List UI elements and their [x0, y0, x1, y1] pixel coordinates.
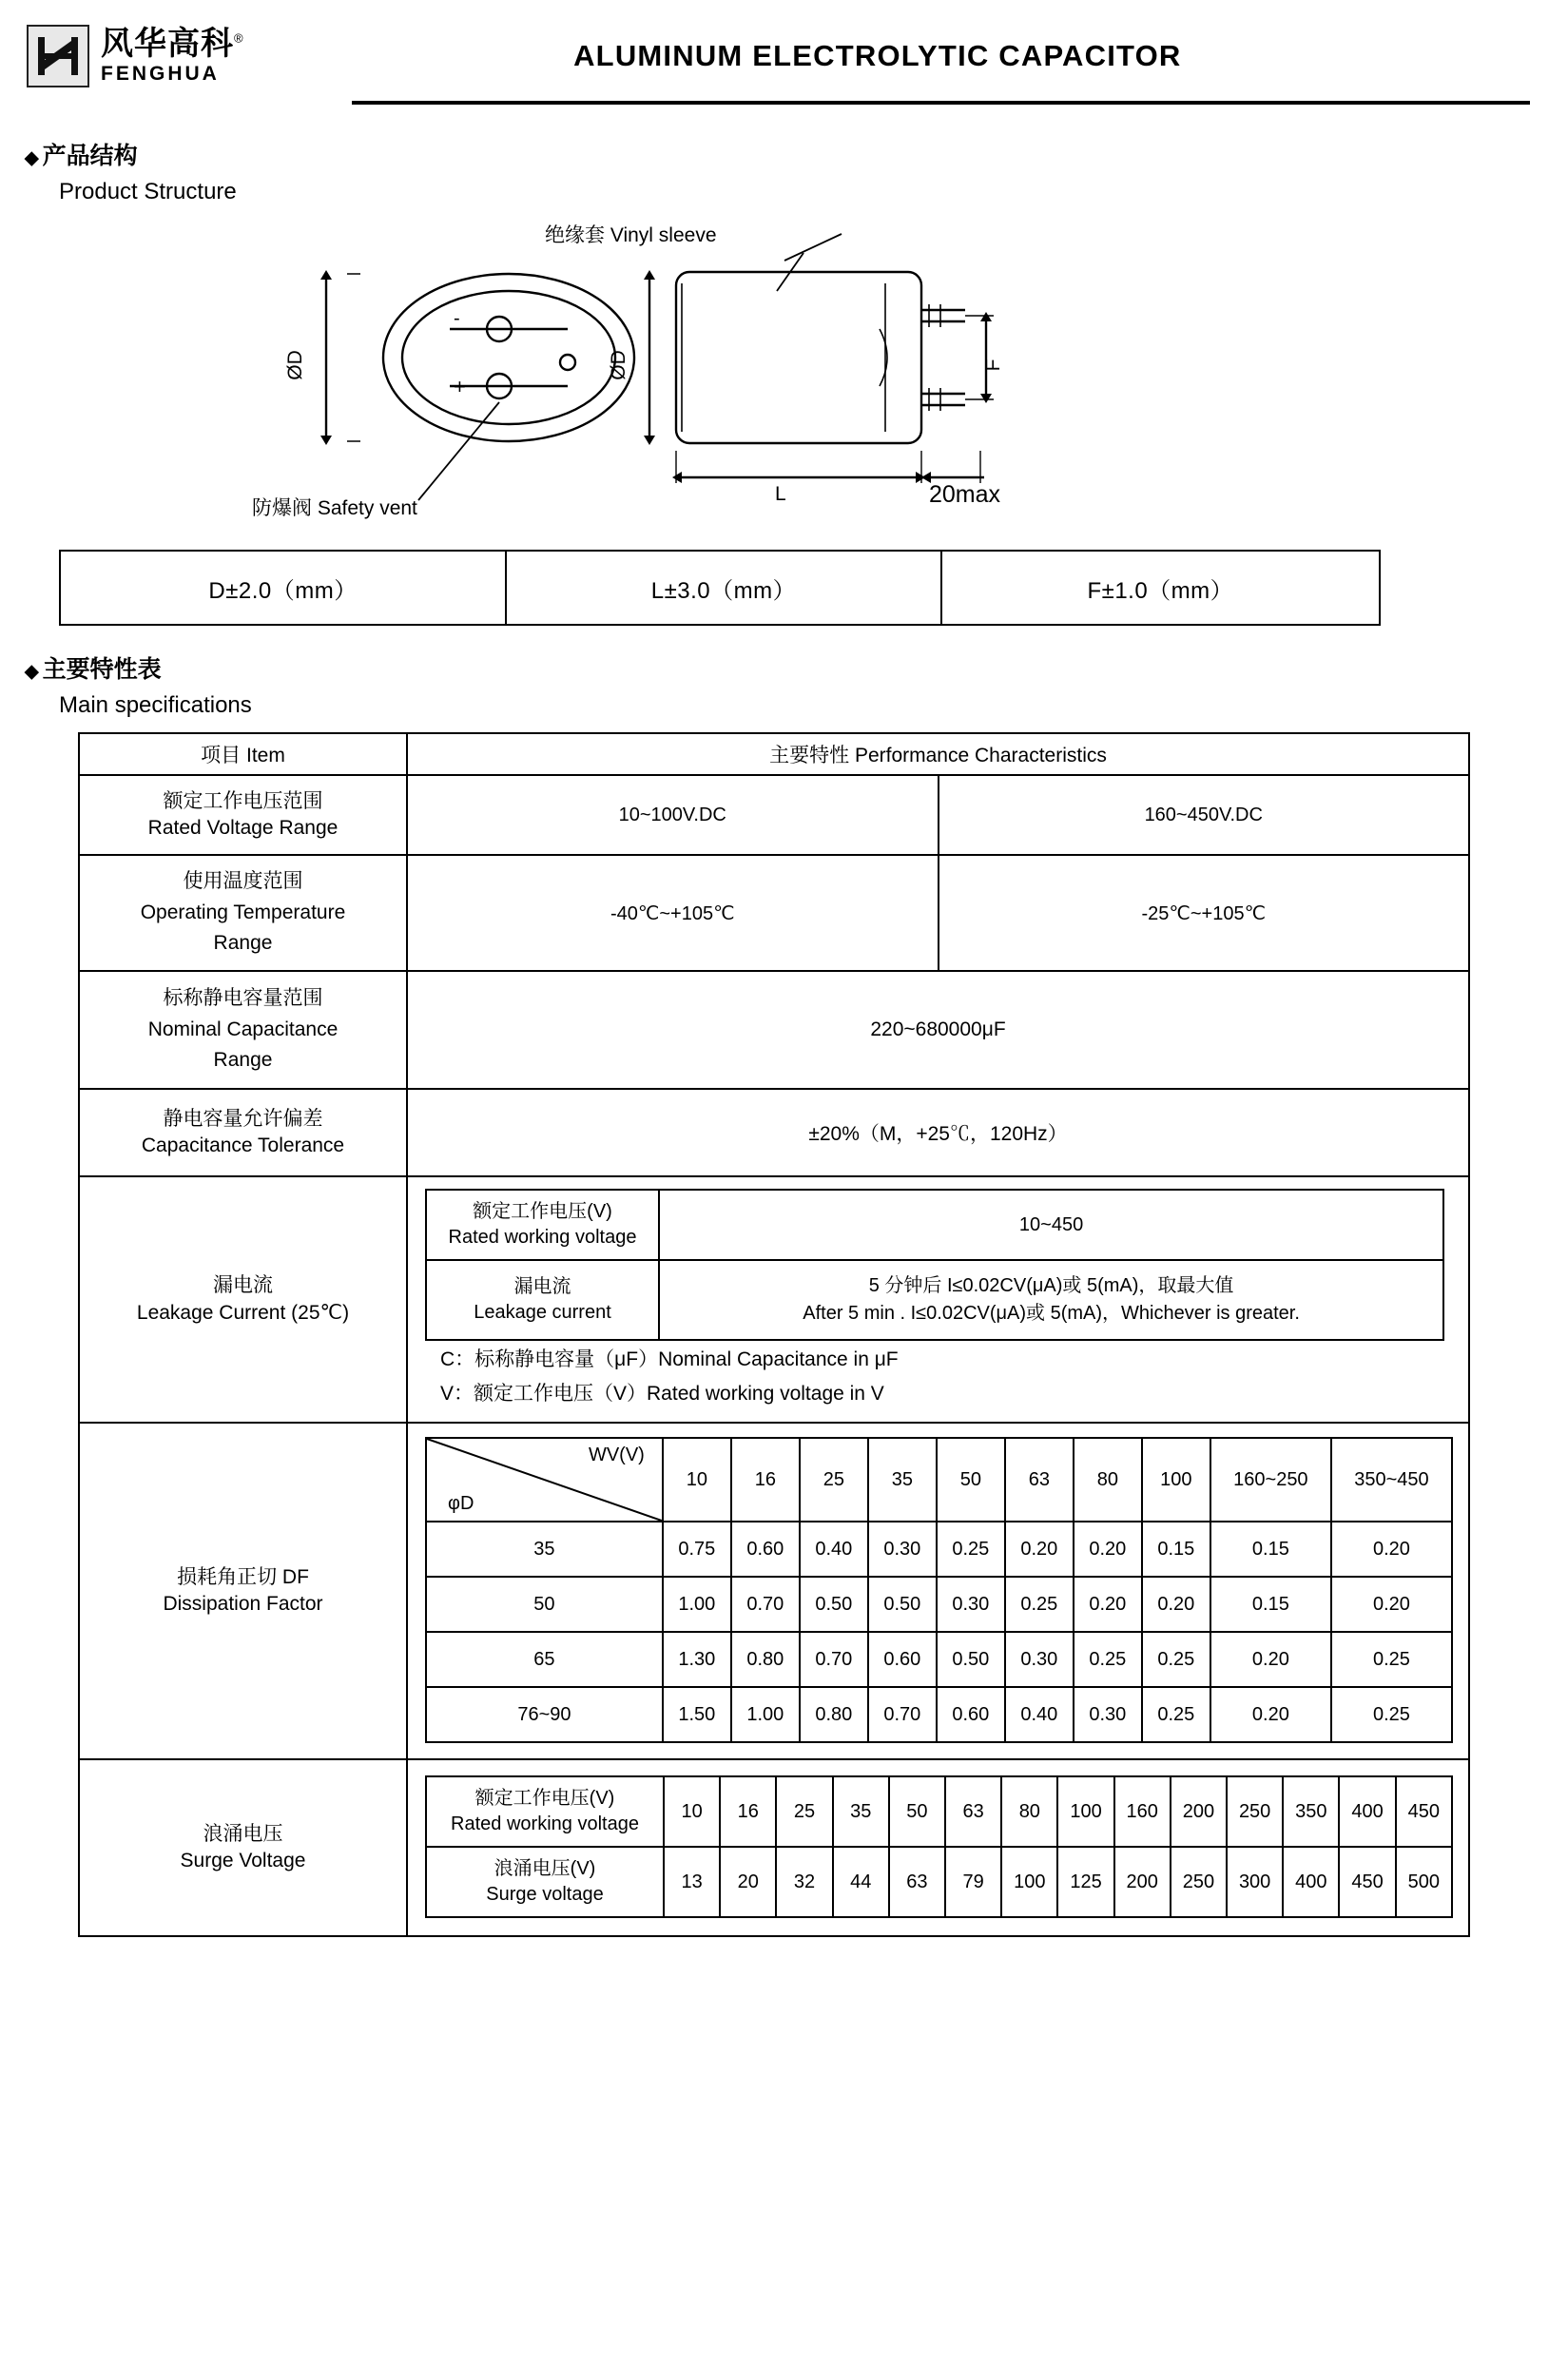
main-specs-heading-cn: 主要特性表: [42, 656, 162, 683]
label-en-1: Operating Temperature: [140, 901, 346, 923]
df-column-header: 50: [937, 1438, 1005, 1522]
df-cell: 0.20: [1074, 1577, 1142, 1632]
label-en: Rated working voltage: [451, 1813, 639, 1834]
tolerance-l: L±3.0（mm）: [506, 551, 941, 625]
company-logo: [27, 25, 244, 87]
surge-rated-voltage-cell: 400: [1339, 1776, 1395, 1847]
label-cn: 漏电流: [513, 1276, 571, 1297]
bullet-diamond-icon: ◆: [25, 662, 39, 682]
leakage-formula-cn: 5 分钟后 I≤0.02CV(μA)或 5(mA)，取最大值: [868, 1275, 1234, 1296]
label-cn: 额定工作电压(V): [474, 1788, 615, 1809]
row-label-leakage-current: [79, 1176, 407, 1423]
table-row: [408, 776, 1468, 854]
row-label-operating-temperature: [79, 855, 407, 971]
surge-rated-voltage-cell: 100: [1057, 1776, 1113, 1847]
row-label-capacitance-tolerance: [79, 1089, 407, 1176]
surge-voltage-cell: 100: [1001, 1847, 1057, 1917]
label-cn: 额定工作电压范围: [163, 789, 323, 812]
main-specs-heading: [25, 650, 1568, 685]
df-cell: 0.20: [1142, 1577, 1210, 1632]
surge-voltage-cell: 32: [776, 1847, 832, 1917]
row-value-operating-temperature: [407, 855, 1469, 971]
df-cell: 1.50: [663, 1687, 731, 1742]
diameter-label-side: ØD: [607, 350, 629, 380]
label-en-2: Range: [213, 932, 273, 955]
plus-terminal-label: +: [453, 375, 466, 398]
df-row-diameter: 50: [426, 1577, 663, 1632]
logo-text: [101, 28, 244, 85]
main-specs-section: [25, 650, 1568, 719]
table-row-nominal-capacitance: [79, 971, 1469, 1089]
df-cell: 0.60: [937, 1687, 1005, 1742]
df-corner-wv: WV(V): [588, 1445, 645, 1465]
safety-vent-label: 防爆阀 Safety vent: [251, 497, 417, 519]
label-en: Capacitance Tolerance: [141, 1135, 345, 1156]
label-en: Leakage current: [474, 1302, 611, 1323]
table-row: [426, 1577, 1452, 1632]
surge-rated-voltage-cell: 160: [1114, 1776, 1171, 1847]
leakage-rated-voltage-label: [426, 1190, 659, 1260]
table-header-row: [79, 733, 1469, 775]
df-cell: 0.30: [1074, 1687, 1142, 1742]
label-en: Surge voltage: [486, 1884, 604, 1905]
df-cell: 0.25: [1142, 1632, 1210, 1687]
surge-rated-voltage-cell: 35: [833, 1776, 889, 1847]
label-cn: 静电容量允许偏差: [163, 1107, 323, 1130]
row-value-capacitance-tolerance: ±20%（M，+25℃，120Hz）: [407, 1089, 1469, 1176]
surge-voltage-cell: 63: [889, 1847, 945, 1917]
df-cell: 0.80: [731, 1632, 800, 1687]
surge-voltage-cell: 44: [833, 1847, 889, 1917]
surge-rated-voltage-cell: 10: [664, 1776, 720, 1847]
df-cell: 0.15: [1210, 1577, 1331, 1632]
leakage-rated-voltage-value: 10~450: [659, 1190, 1443, 1260]
temperature-high-range: -25℃~+105℃: [939, 856, 1469, 970]
df-row-diameter: 65: [426, 1632, 663, 1687]
df-cell: 0.25: [1331, 1632, 1452, 1687]
surge-voltage-cell: 300: [1227, 1847, 1283, 1917]
product-structure-heading-cn: 产品结构: [42, 143, 138, 169]
surge-voltage-row: [426, 1847, 1452, 1917]
df-column-header: 350~450: [1331, 1438, 1452, 1522]
df-column-header: 16: [731, 1438, 800, 1522]
label-cn: 使用温度范围: [183, 870, 303, 893]
product-structure-heading: [25, 137, 1568, 171]
surge-rated-voltage-cell: 16: [720, 1776, 776, 1847]
rated-voltage-values: [408, 776, 1468, 854]
label-en: Rated working voltage: [448, 1227, 637, 1248]
column-header-performance: 主要特性 Performance Characteristics: [407, 733, 1469, 775]
df-column-header: 160~250: [1210, 1438, 1331, 1522]
row-value-dissipation-factor: [407, 1423, 1469, 1759]
table-row: [426, 1632, 1452, 1687]
df-cell: 0.60: [868, 1632, 937, 1687]
rated-voltage-low: 10~100V.DC: [408, 776, 939, 854]
leakage-current-label: [426, 1260, 659, 1340]
surge-voltage-cell: 500: [1396, 1847, 1452, 1917]
logo-chinese-name: 风华高科®: [101, 26, 244, 63]
tolerance-d: D±2.0（mm）: [60, 551, 506, 625]
operating-temperature-values: [408, 856, 1468, 970]
table-row: [426, 1260, 1443, 1340]
surge-voltage-cell: 250: [1171, 1847, 1227, 1917]
df-cell: 0.30: [937, 1577, 1005, 1632]
df-cell: 1.30: [663, 1632, 731, 1687]
table-row: [426, 1190, 1443, 1260]
header-divider: [352, 101, 1530, 105]
surge-voltage-cell: 200: [1114, 1847, 1171, 1917]
df-cell: 0.50: [868, 1577, 937, 1632]
surge-rated-voltage-cell: 25: [776, 1776, 832, 1847]
table-header-row: [426, 1438, 1452, 1522]
surge-rated-voltage-cell: 350: [1283, 1776, 1339, 1847]
product-structure-heading-en: Product Structure: [59, 179, 237, 204]
df-cell: 0.25: [1005, 1577, 1074, 1632]
df-cell: 0.15: [1142, 1522, 1210, 1577]
surge-rated-voltage-cell: 200: [1171, 1776, 1227, 1847]
df-cell: 0.20: [1074, 1522, 1142, 1577]
df-column-header: 25: [800, 1438, 868, 1522]
leakage-formula-en: After 5 min . I≤0.02CV(μA)或 5(mA)，Whichever is greater.: [803, 1303, 1300, 1324]
df-column-header: 63: [1005, 1438, 1074, 1522]
df-column-header: 80: [1074, 1438, 1142, 1522]
df-column-header: 10: [663, 1438, 731, 1522]
label-cn: 漏电流: [213, 1274, 273, 1297]
df-cell: 0.30: [868, 1522, 937, 1577]
df-cell: 0.50: [937, 1632, 1005, 1687]
label-en-1: Nominal Capacitance: [147, 1018, 339, 1040]
df-cell: 0.40: [800, 1522, 868, 1577]
table-row: [426, 1687, 1452, 1742]
capacitor-diagram-svg: [214, 215, 1355, 529]
surge-voltage-cell: 20: [720, 1847, 776, 1917]
df-cell: 0.20: [1331, 1577, 1452, 1632]
df-row-diameter: 35: [426, 1522, 663, 1577]
table-row: [426, 1522, 1452, 1577]
pitch-label: F: [981, 359, 1004, 372]
vinyl-sleeve-label: 绝缘套 Vinyl sleeve: [544, 224, 717, 246]
df-cell: 1.00: [663, 1577, 731, 1632]
leakage-current-value: [659, 1260, 1443, 1340]
df-cell: 0.70: [868, 1687, 937, 1742]
surge-rated-voltage-cell: 50: [889, 1776, 945, 1847]
df-cell: 0.80: [800, 1687, 868, 1742]
leakage-current-subtable: [425, 1189, 1444, 1341]
row-value-rated-voltage: [407, 775, 1469, 855]
registered-mark: ®: [234, 30, 244, 46]
diameter-label-top: ØD: [283, 350, 306, 380]
tolerance-table: [59, 550, 1381, 626]
surge-rated-voltage-row-label: [426, 1776, 664, 1847]
df-column-header: 100: [1142, 1438, 1210, 1522]
page-title: ALUMINUM ELECTROLYTIC CAPACITOR: [573, 39, 1182, 72]
row-label-rated-voltage: [79, 775, 407, 855]
table-row: [408, 856, 1468, 970]
row-label-dissipation-factor: [79, 1423, 407, 1759]
minus-terminal-label: -: [453, 308, 460, 329]
df-column-header: 35: [868, 1438, 937, 1522]
product-structure-section: [25, 137, 1568, 205]
main-specifications-table: [78, 732, 1470, 1937]
label-en: Surge Voltage: [180, 1850, 306, 1871]
surge-voltage-cell: 79: [945, 1847, 1001, 1917]
surge-voltage-table: [425, 1775, 1453, 1918]
df-cell: 0.30: [1005, 1632, 1074, 1687]
df-cell: 0.70: [800, 1632, 868, 1687]
surge-voltage-cell: 125: [1057, 1847, 1113, 1917]
surge-rated-voltage-cell: 450: [1396, 1776, 1452, 1847]
label-cn: 标称静电容量范围: [163, 987, 323, 1010]
df-corner-phid: φD: [448, 1493, 474, 1514]
surge-rated-voltage-row: [426, 1776, 1452, 1847]
label-cn: 浪涌电压(V): [494, 1858, 596, 1879]
label-en: Leakage Current (25℃): [136, 1301, 350, 1324]
row-value-nominal-capacitance: 220~680000μF: [407, 971, 1469, 1089]
df-corner-cell: [426, 1438, 663, 1522]
bullet-diamond-icon: ◆: [25, 148, 39, 168]
df-cell: 0.25: [937, 1522, 1005, 1577]
label-cn: 损耗角正切 DF: [177, 1565, 309, 1588]
df-cell: 0.15: [1210, 1522, 1331, 1577]
temperature-low-range: -40℃~+105℃: [408, 856, 939, 970]
page-header: [0, 0, 1568, 95]
row-value-surge-voltage: [407, 1759, 1469, 1936]
table-row-capacitance-tolerance: [79, 1089, 1469, 1176]
rated-voltage-high: 160~450V.DC: [939, 776, 1469, 854]
df-cell: 0.20: [1210, 1632, 1331, 1687]
length-label: L: [774, 483, 786, 505]
lead-length-label: 20max: [928, 481, 1000, 508]
surge-rated-voltage-cell: 80: [1001, 1776, 1057, 1847]
table-row-dissipation-factor: [79, 1423, 1469, 1759]
df-cell: 1.00: [731, 1687, 800, 1742]
row-label-surge-voltage: [79, 1759, 407, 1936]
df-cell: 0.60: [731, 1522, 800, 1577]
label-cn: 额定工作电压(V): [473, 1201, 612, 1222]
column-header-item: 项目 Item: [79, 733, 407, 775]
df-cell: 0.50: [800, 1577, 868, 1632]
surge-voltage-cell: 400: [1283, 1847, 1339, 1917]
df-cell: 0.70: [731, 1577, 800, 1632]
leakage-note-v: V：额定工作电压（V）Rated working voltage in V: [440, 1382, 884, 1405]
main-specs-heading-en: Main specifications: [59, 692, 252, 718]
label-cn: 浪涌电压: [203, 1822, 283, 1845]
table-row: [60, 551, 1380, 625]
df-cell: 0.20: [1331, 1522, 1452, 1577]
df-cell: 0.20: [1210, 1687, 1331, 1742]
label-en: Dissipation Factor: [163, 1593, 323, 1615]
capacitor-drawing: [0, 215, 1568, 529]
surge-voltage-cell: 450: [1339, 1847, 1395, 1917]
df-cell: 0.40: [1005, 1687, 1074, 1742]
df-cell: 0.75: [663, 1522, 731, 1577]
surge-rated-voltage-cell: 63: [945, 1776, 1001, 1847]
table-row-operating-temperature: [79, 855, 1469, 971]
surge-voltage-row-label: [426, 1847, 664, 1917]
table-row-leakage-current: [79, 1176, 1469, 1423]
label-en: Rated Voltage Range: [147, 817, 339, 839]
table-row-surge-voltage: [79, 1759, 1469, 1936]
leakage-note-c: C：标称静电容量（μF）Nominal Capacitance in μF: [440, 1348, 899, 1370]
surge-voltage-cell: 13: [664, 1847, 720, 1917]
logo-english-name: FENGHUA: [101, 62, 220, 85]
df-cell: 0.25: [1074, 1632, 1142, 1687]
df-row-diameter: 76~90: [426, 1687, 663, 1742]
row-value-leakage-current: [407, 1176, 1469, 1423]
df-cell: 0.20: [1005, 1522, 1074, 1577]
df-cell: 0.25: [1142, 1687, 1210, 1742]
surge-rated-voltage-cell: 250: [1227, 1776, 1283, 1847]
fenghua-logo-icon: [27, 25, 89, 87]
tolerance-f: F±1.0（mm）: [941, 551, 1380, 625]
table-row-rated-voltage: [79, 775, 1469, 855]
row-label-nominal-capacitance: [79, 971, 407, 1089]
df-cell: 0.25: [1331, 1687, 1452, 1742]
dissipation-factor-table: [425, 1437, 1453, 1743]
label-en-2: Range: [213, 1049, 273, 1072]
